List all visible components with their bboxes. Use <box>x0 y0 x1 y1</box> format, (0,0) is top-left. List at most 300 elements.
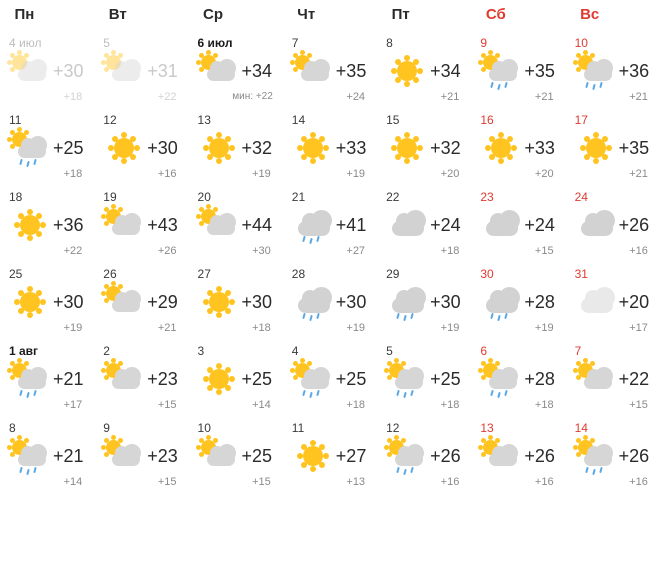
day-number: 20 <box>197 190 211 204</box>
day-cell-inner <box>284 263 377 339</box>
forecast-row <box>198 436 277 476</box>
day-cell-inner <box>567 186 660 262</box>
day-cell[interactable] <box>283 263 377 340</box>
day-number: 30 <box>480 267 494 281</box>
night-temperature: +16 <box>440 476 460 488</box>
sun-icon <box>9 206 53 244</box>
day-number: 14 <box>574 421 588 435</box>
forecast-row <box>292 282 371 322</box>
forecast-row <box>103 359 182 399</box>
day-temperature: +33 <box>524 137 555 158</box>
day-number: 12 <box>386 421 400 435</box>
day-temperature: +30 <box>53 291 84 312</box>
day-number: 26 <box>103 267 117 281</box>
forecast-row <box>9 205 88 245</box>
night-temperature: +15 <box>534 245 554 257</box>
day-cell-inner <box>284 32 377 108</box>
day-number: 6 <box>480 344 488 358</box>
day-cell-inner <box>567 340 660 416</box>
forecast-row <box>198 128 277 168</box>
night-temperature: +19 <box>534 322 554 334</box>
day-temperature: +34 <box>241 60 273 81</box>
sun-cloud-rain-icon <box>9 437 53 475</box>
day-cell-inner <box>472 186 565 262</box>
forecast-row <box>198 359 277 399</box>
day-cell[interactable] <box>189 32 283 109</box>
cloud-icon <box>480 206 524 244</box>
day-temperature: +33 <box>335 137 367 158</box>
day-cell-inner <box>567 32 660 108</box>
day-cell-inner <box>190 186 283 262</box>
day-number: 6 июл <box>197 36 233 50</box>
day-temperature: +35 <box>335 60 367 81</box>
night-temperature: +20 <box>534 168 554 180</box>
day-cell-inner <box>95 32 188 108</box>
day-number: 10 <box>574 36 588 50</box>
day-cell[interactable] <box>95 340 189 417</box>
night-temperature: +19 <box>440 322 460 334</box>
day-number: 14 <box>291 113 306 127</box>
day-cell[interactable] <box>189 109 283 186</box>
day-cell-inner <box>472 417 565 493</box>
day-number: 16 <box>480 113 494 127</box>
day-temperature: +28 <box>524 291 555 312</box>
day-cell-inner <box>378 186 471 262</box>
day-cell[interactable] <box>378 263 472 340</box>
day-cell[interactable] <box>378 32 472 109</box>
day-temperature: +26 <box>524 445 555 466</box>
day-cell[interactable] <box>95 263 189 340</box>
day-cell[interactable] <box>566 32 660 109</box>
night-temperature: +27 <box>346 245 366 257</box>
day-temperature: +21 <box>53 445 84 466</box>
night-temperature: +19 <box>63 322 83 334</box>
forecast-row <box>386 51 465 91</box>
day-cell-inner <box>378 417 471 493</box>
day-temperature: +35 <box>524 60 555 81</box>
day-temperature: +30 <box>241 291 273 312</box>
day-number: 18 <box>9 190 23 204</box>
night-temperature: +30 <box>252 245 271 257</box>
night-temperature: +15 <box>157 399 177 411</box>
day-cell[interactable] <box>1 340 95 417</box>
sun-icon <box>386 52 430 90</box>
sun-cloud-icon <box>292 52 336 90</box>
dow-header-3: Ср <box>189 0 283 32</box>
day-number: 17 <box>574 113 588 127</box>
day-number: 19 <box>103 190 117 204</box>
night-temperature: +18 <box>346 399 366 411</box>
sun-cloud-icon <box>103 283 147 321</box>
day-cell-inner <box>1 186 94 262</box>
forecast-row <box>480 205 559 245</box>
day-number: 9 <box>480 36 488 50</box>
night-temperature: +18 <box>252 322 271 334</box>
night-temperature: +21 <box>629 168 648 180</box>
forecast-row <box>480 282 559 322</box>
sun-cloud-icon <box>103 206 147 244</box>
sun-cloud-icon <box>103 52 147 90</box>
day-cell-inner <box>284 109 377 185</box>
night-temperature: +15 <box>252 476 271 488</box>
day-cell-inner <box>567 109 660 185</box>
sun-icon <box>103 129 147 167</box>
night-temperature: +19 <box>252 168 271 180</box>
day-temperature: +32 <box>241 137 273 158</box>
day-temperature: +43 <box>147 214 178 235</box>
night-temperature: +19 <box>346 168 366 180</box>
dow-header-4: Чт <box>283 0 377 32</box>
night-temperature: +16 <box>629 476 648 488</box>
night-temperature: +16 <box>629 245 648 257</box>
night-temperature: +24 <box>346 91 366 103</box>
day-cell-inner <box>284 186 377 262</box>
day-temperature: +35 <box>618 137 650 158</box>
night-temperature: +18 <box>63 168 83 180</box>
day-cell-inner <box>567 417 660 493</box>
day-cell-inner <box>1 32 94 108</box>
day-cell[interactable] <box>472 109 566 186</box>
cloud-rain-icon <box>292 206 336 244</box>
day-temperature: +26 <box>618 214 650 235</box>
day-cell-inner <box>95 263 188 339</box>
day-number: 21 <box>291 190 306 204</box>
sun-cloud-icon <box>198 52 242 90</box>
day-cell[interactable] <box>1 417 95 494</box>
day-number: 7 <box>574 344 582 358</box>
week-row <box>1 109 660 186</box>
night-temperature: +16 <box>534 476 554 488</box>
night-temperature: +18 <box>63 91 83 103</box>
night-temperature: +26 <box>157 245 177 257</box>
sun-cloud-icon <box>198 206 242 244</box>
forecast-row <box>480 436 559 476</box>
day-number: 29 <box>386 267 400 281</box>
sun-icon <box>480 129 524 167</box>
dow-header-6: Сб <box>472 0 566 32</box>
day-temperature: +21 <box>53 368 84 389</box>
forecast-row <box>9 128 88 168</box>
forecast-row <box>103 51 182 91</box>
week-row <box>1 340 660 417</box>
forecast-row <box>292 436 371 476</box>
day-temperature: +20 <box>618 291 650 312</box>
day-number: 13 <box>480 421 494 435</box>
night-temperature: +13 <box>346 476 366 488</box>
day-temperature: +25 <box>430 368 461 389</box>
day-cell[interactable] <box>283 186 377 263</box>
day-cell-inner <box>472 263 565 339</box>
night-temperature: +18 <box>440 245 460 257</box>
day-number: 31 <box>574 267 588 281</box>
forecast-row <box>575 282 654 322</box>
forecast-row <box>292 128 371 168</box>
day-number: 1 авг <box>9 344 39 358</box>
night-temperature: +17 <box>629 322 648 334</box>
night-temperature: +14 <box>63 476 83 488</box>
sun-cloud-rain-icon <box>386 437 430 475</box>
day-cell-inner <box>95 109 188 185</box>
day-number: 28 <box>291 267 306 281</box>
night-temperature: +16 <box>157 168 177 180</box>
forecast-row <box>575 51 654 91</box>
day-cell-inner <box>95 340 188 416</box>
night-temperature: +20 <box>440 168 460 180</box>
day-cell[interactable] <box>378 109 472 186</box>
day-cell-inner <box>378 340 471 416</box>
day-cell[interactable] <box>566 340 660 417</box>
night-temperature: +15 <box>157 476 177 488</box>
day-cell-inner <box>190 340 283 416</box>
sun-cloud-rain-icon <box>9 360 53 398</box>
forecast-row <box>198 205 277 245</box>
day-cell-inner <box>95 186 188 262</box>
day-number: 5 <box>386 344 393 358</box>
sun-cloud-rain-icon <box>575 437 619 475</box>
cloud-rain-icon <box>292 283 336 321</box>
cloud-icon <box>575 206 619 244</box>
day-temperature: +30 <box>147 137 178 158</box>
day-cell-inner <box>190 109 283 185</box>
day-cell[interactable] <box>95 186 189 263</box>
day-cell[interactable] <box>566 417 660 494</box>
cloud-rain-icon <box>480 283 524 321</box>
day-temperature: +30 <box>335 291 367 312</box>
day-temperature: +26 <box>618 445 650 466</box>
night-temperature: +18 <box>534 399 554 411</box>
day-cell-inner <box>284 417 377 493</box>
cloud-pale-icon <box>575 283 619 321</box>
sun-cloud-rain-icon <box>9 129 53 167</box>
forecast-row <box>386 436 465 476</box>
sun-cloud-icon <box>9 52 53 90</box>
forecast-row <box>103 436 182 476</box>
day-number: 11 <box>291 421 305 435</box>
night-temperature: +22 <box>63 245 83 257</box>
day-cell[interactable] <box>472 263 566 340</box>
week-row <box>1 32 660 109</box>
day-temperature: +26 <box>430 445 461 466</box>
day-temperature: +31 <box>147 60 178 81</box>
forecast-row <box>9 359 88 399</box>
cloud-rain-icon <box>386 283 430 321</box>
day-temperature: +30 <box>53 60 84 81</box>
day-temperature: +44 <box>241 214 273 235</box>
day-temperature: +32 <box>430 137 461 158</box>
day-cell-inner <box>284 340 377 416</box>
sun-cloud-icon <box>480 437 524 475</box>
day-temperature: +29 <box>147 291 178 312</box>
day-temperature: +28 <box>524 368 555 389</box>
night-temperature: +21 <box>440 91 460 103</box>
day-cell-inner <box>95 417 188 493</box>
night-temperature: +21 <box>534 91 554 103</box>
night-temperature: +21 <box>157 322 177 334</box>
day-number: 11 <box>9 113 22 127</box>
day-cell[interactable] <box>566 109 660 186</box>
night-temperature: +15 <box>629 399 648 411</box>
week-row <box>1 417 660 494</box>
min-temperature-note: мин: +22 <box>232 91 273 102</box>
day-cell[interactable] <box>566 186 660 263</box>
sun-cloud-rain-icon <box>575 52 619 90</box>
day-cell[interactable] <box>566 263 660 340</box>
night-temperature: +17 <box>63 399 83 411</box>
night-temperature: +22 <box>157 91 177 103</box>
day-cell[interactable] <box>1 32 95 109</box>
day-cell-inner <box>1 417 94 493</box>
forecast-row <box>103 205 182 245</box>
sun-icon <box>198 283 242 321</box>
cloud-icon <box>386 206 430 244</box>
day-number: 13 <box>197 113 211 127</box>
day-cell-inner <box>190 32 283 108</box>
day-number: 10 <box>197 421 211 435</box>
night-temperature: +19 <box>346 322 366 334</box>
day-number: 12 <box>103 113 117 127</box>
day-cell[interactable] <box>95 109 189 186</box>
day-cell-inner <box>1 109 94 185</box>
dow-header-2: Вт <box>95 0 189 32</box>
forecast-row <box>386 205 465 245</box>
day-of-week-header-row <box>1 0 660 32</box>
day-number: 2 <box>103 344 110 358</box>
day-cell[interactable] <box>472 417 566 494</box>
day-cell-inner <box>472 340 565 416</box>
day-number: 8 <box>386 36 393 50</box>
day-number: 4 июл <box>9 36 42 50</box>
sun-icon <box>292 129 336 167</box>
day-temperature: +25 <box>241 445 273 466</box>
day-cell[interactable] <box>1 109 95 186</box>
forecast-row <box>103 282 182 322</box>
forecast-row <box>386 359 465 399</box>
day-temperature: +34 <box>430 60 461 81</box>
forecast-row <box>292 51 371 91</box>
sun-cloud-rain-icon <box>386 360 430 398</box>
sun-cloud-rain-icon <box>292 360 336 398</box>
night-temperature: +21 <box>629 91 648 103</box>
day-cell[interactable] <box>1 263 95 340</box>
sun-cloud-icon <box>103 360 147 398</box>
sun-icon <box>386 129 430 167</box>
day-cell[interactable] <box>189 186 283 263</box>
day-cell-inner <box>190 263 283 339</box>
day-cell[interactable] <box>283 417 377 494</box>
sun-icon <box>198 360 242 398</box>
day-temperature: +30 <box>430 291 461 312</box>
forecast-row <box>198 51 277 91</box>
week-row <box>1 186 660 263</box>
day-cell[interactable] <box>378 186 472 263</box>
day-temperature: +36 <box>53 214 84 235</box>
forecast-row <box>480 359 559 399</box>
day-cell-inner <box>567 263 660 339</box>
sun-icon <box>9 283 53 321</box>
sun-cloud-rain-icon <box>480 52 524 90</box>
day-cell-inner <box>1 340 94 416</box>
forecast-row <box>198 282 277 322</box>
day-cell-inner <box>472 32 565 108</box>
forecast-row <box>386 128 465 168</box>
forecast-row <box>575 436 654 476</box>
day-number: 22 <box>386 190 400 204</box>
day-temperature: +23 <box>147 368 178 389</box>
forecast-row <box>9 282 88 322</box>
day-cell[interactable] <box>472 340 566 417</box>
day-number: 3 <box>197 344 205 358</box>
day-temperature: +27 <box>335 445 367 466</box>
forecast-row <box>386 282 465 322</box>
forecast-row <box>9 51 88 91</box>
day-number: 23 <box>480 190 494 204</box>
day-number: 24 <box>574 190 588 204</box>
day-number: 7 <box>291 36 299 50</box>
forecast-row <box>575 128 654 168</box>
day-cell[interactable] <box>189 340 283 417</box>
forecast-row <box>292 205 371 245</box>
sun-cloud-rain-icon <box>480 360 524 398</box>
sun-cloud-icon <box>575 360 619 398</box>
day-number: 27 <box>197 267 211 281</box>
dow-header-5: Пт <box>378 0 472 32</box>
forecast-row <box>9 436 88 476</box>
day-temperature: +25 <box>335 368 367 389</box>
forecast-row <box>292 359 371 399</box>
day-cell[interactable] <box>283 109 377 186</box>
day-cell[interactable] <box>472 32 566 109</box>
day-cell[interactable] <box>95 32 189 109</box>
day-cell-inner <box>1 263 94 339</box>
day-number: 15 <box>386 113 400 127</box>
dow-header-1: Пн <box>1 0 95 32</box>
day-cell-inner <box>190 417 283 493</box>
night-temperature: +14 <box>252 399 271 411</box>
day-cell-inner <box>378 32 471 108</box>
sun-icon <box>575 129 619 167</box>
day-temperature: +41 <box>335 214 367 235</box>
day-cell[interactable] <box>378 340 472 417</box>
sun-cloud-icon <box>198 437 242 475</box>
day-temperature: +24 <box>430 214 461 235</box>
day-number: 8 <box>9 421 16 435</box>
day-number: 4 <box>291 344 299 358</box>
sun-icon <box>198 129 242 167</box>
forecast-row <box>103 128 182 168</box>
day-temperature: +25 <box>53 137 84 158</box>
day-cell[interactable] <box>189 263 283 340</box>
forecast-row <box>480 51 559 91</box>
day-cell[interactable] <box>1 186 95 263</box>
day-cell[interactable] <box>95 417 189 494</box>
sun-cloud-icon <box>103 437 147 475</box>
day-temperature: +23 <box>147 445 178 466</box>
day-cell[interactable] <box>472 186 566 263</box>
day-cell-inner <box>472 109 565 185</box>
day-cell[interactable] <box>189 417 283 494</box>
night-temperature: +18 <box>440 399 460 411</box>
day-cell[interactable] <box>283 32 377 109</box>
day-cell[interactable] <box>283 340 377 417</box>
forecast-row <box>575 359 654 399</box>
day-cell-inner <box>378 263 471 339</box>
day-number: 9 <box>103 421 110 435</box>
day-cell[interactable] <box>378 417 472 494</box>
day-temperature: +22 <box>618 368 650 389</box>
sun-icon <box>292 437 336 475</box>
week-row <box>1 263 660 340</box>
day-number: 5 <box>103 36 110 50</box>
